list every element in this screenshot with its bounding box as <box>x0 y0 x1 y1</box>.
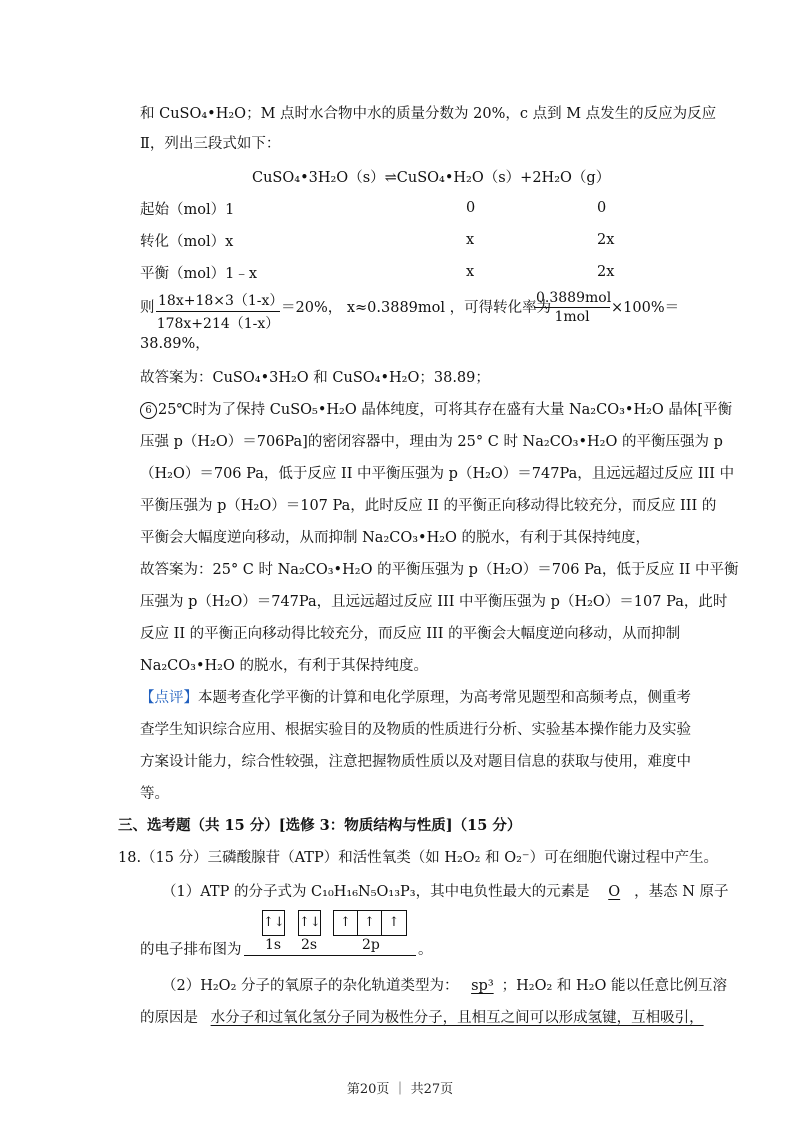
calc-prefix: 则 <box>140 300 155 316</box>
text-span: 25℃时为了保持 CuSO₅•H₂O 晶体纯度，可将其存在盛有大量 Na₂CO₃•H₂O 晶体[平衡 <box>158 402 733 418</box>
row-start-label: 起始（mol）1 <box>140 202 235 218</box>
answer-blank: 水分子和过氧化氢分子同为极性分子，且相互之间可以形成氢键，互相吸引， <box>210 1010 704 1026</box>
page-footer: 第20页 ｜ 共27页 <box>346 1082 454 1097</box>
row-eq-col3: 2x <box>597 264 615 280</box>
section-heading: 三、选考题（共 15 分）[选修 3：物质结构与性质]（15 分） <box>118 817 522 834</box>
text-span: ，基态 N 原子 <box>634 884 729 900</box>
question-18: 18.（15 分）三磷酸腺苷（ATP）和活性氧类（如 H₂O₂ 和 O₂⁻）可在细胞代谢过程中产生。 <box>118 850 719 866</box>
calc-middle: ＝20%， x≈0.3889mol ，可得转化率为 <box>281 300 552 316</box>
paragraph-6-line <box>140 400 732 420</box>
text-span: 的原因是 <box>140 1010 198 1026</box>
fraction-conversion <box>534 290 610 325</box>
text-span: （2）H₂O₂ 分子的氧原子的杂化轨道类型为： <box>162 978 459 994</box>
answer-line: 故答案为：25° C 时 Na₂CO₃•H₂O 的平衡压强为 p（H₂O）＝706 Pa，低于反应 II 中平衡 <box>140 562 739 578</box>
orbital-arrow: ↑ <box>358 911 382 935</box>
text-line: 压强为 p（H₂O）＝747Pa，且远远超过反应 III 中平衡压强为 p（H₂O）＝107 Pa，此时 <box>140 594 728 610</box>
orbital-box-2s <box>298 910 321 936</box>
question-part-2-cont <box>140 1008 704 1028</box>
question-part-2 <box>162 976 727 996</box>
question-part-1 <box>162 882 729 902</box>
text-line: 等。 <box>140 786 169 802</box>
orbital-label-2s: 2s <box>301 937 318 953</box>
text-line: 压强 p（H₂O）＝706Pa]的密闭容器中，理由为 25° C 时 Na₂CO₃•H₂O 的平衡压强为 p <box>140 434 723 450</box>
text-line: 平衡会大幅度逆向移动，从而抑制 Na₂CO₃•H₂O 的脱水，有利于其保持纯度， <box>140 530 651 546</box>
text-line: 38.89%， <box>140 336 210 352</box>
text-line: Ⅱ，列出三段式如下： <box>140 136 281 152</box>
orbital-arrow: ↑ <box>388 915 400 930</box>
text-span: （1）ATP 的分子式为 C₁₀H₁₆N₅O₁₃P₃，其中电负性最大的元素是 <box>162 884 590 900</box>
text-line: 和 CuSO₄•H₂O；M 点时水合物中水的质量分数为 20%，c 点到 M 点发生的反应为反应 <box>140 106 717 122</box>
orbital-label-1s: 1s <box>265 937 282 953</box>
text-line: Na₂CO₃•H₂O 的脱水，有利于其保持纯度。 <box>140 658 428 674</box>
orbital-arrows: ↑↓ <box>263 915 285 930</box>
calc-end: ×100%＝ <box>611 300 680 316</box>
text-line: （H₂O）＝706 Pa，低于反应 II 中平衡压强为 p（H₂O）＝747Pa，且远远超过反应 III 中 <box>140 466 735 482</box>
review-tag: 【点评】 <box>140 690 198 706</box>
question-part-1-cont: 的电子排布图为 <box>140 942 242 958</box>
text-span: ；H₂O₂ 和 H₂O 能以任意比例互溶 <box>501 978 727 994</box>
text-line: 平衡压强为 p（H₂O）＝107 Pa，此时反应 II 的平衡正向移动得比较充分，而反应 III 的 <box>140 498 717 514</box>
fraction-denominator: 1mol <box>554 309 590 325</box>
circled-number: 6 <box>140 402 157 419</box>
orbital-arrows: ↑↓ <box>299 915 321 930</box>
row-start-col2: 0 <box>466 200 476 216</box>
fraction-numerator: 18x+18×3（1-x） <box>156 290 280 312</box>
text-line: 反应 II 的平衡正向移动得比较充分，而反应 III 的平衡会大幅度逆向移动，从而抑制 <box>140 626 681 642</box>
orbital-label-2p: 2p <box>362 937 380 953</box>
answer-underline <box>244 955 416 956</box>
answer-blank: sp³ <box>471 978 494 994</box>
orbital-box-2p <box>333 910 407 936</box>
fraction-mass <box>156 290 284 333</box>
period: 。 <box>418 942 433 958</box>
text-line: 查学生知识综合应用、根据实验目的及物质的性质进行分析、实验基本操作能力及实验 <box>140 722 691 738</box>
row-change-label: 转化（mol）x <box>140 234 234 250</box>
row-start-col3: 0 <box>597 200 607 216</box>
fraction-denominator: 178x+214（1-x） <box>156 316 280 332</box>
reaction-equation: CuSO₄•3H₂O（s）⇌CuSO₄•H₂O（s）+2H₂O（g） <box>252 170 611 186</box>
row-change-col3: 2x <box>597 232 615 248</box>
orbital-arrow: ↑ <box>334 911 358 935</box>
answer-line: 故答案为：CuSO₄•3H₂O 和 CuSO₄•H₂O；38.89； <box>140 370 490 386</box>
fraction-numerator: 0.3889mol <box>536 290 612 306</box>
row-eq-label: 平衡（mol）1﹣x <box>140 266 258 282</box>
orbital-box-1s <box>262 910 285 936</box>
text-line: 方案设计能力，综合性较强，注意把握物质性质以及对题目信息的获取与使用，难度中 <box>140 754 691 770</box>
review-line <box>140 688 691 708</box>
text-span: 本题考查化学平衡的计算和电化学原理，为高考常见题型和高频考点，侧重考 <box>198 690 691 706</box>
answer-blank: O <box>608 884 621 900</box>
row-change-col2: x <box>466 232 475 248</box>
row-eq-col2: x <box>466 264 475 280</box>
